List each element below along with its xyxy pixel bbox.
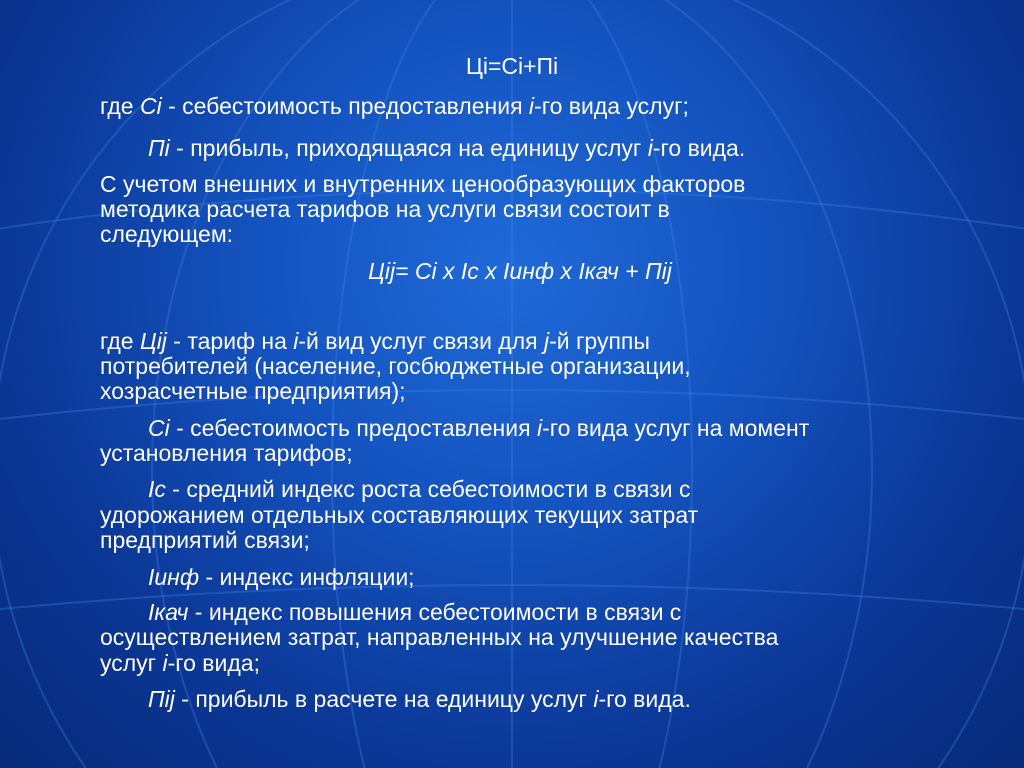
- definition-ic: Ic - средний индекс роста себестоимости в связи с: [148, 476, 691, 502]
- definition-ikach-line-3: услуг i-го вида;: [100, 650, 260, 676]
- definition-ci: Ci - себестоимость предоставления i-го вида услуг на момент: [148, 415, 810, 441]
- definition-ic-line-2: удорожанием отдельных составляющих текущих затрат: [100, 502, 699, 528]
- definition-ci-line-2: установления тарифов;: [100, 440, 353, 466]
- definition-cij-line-2: потребителей (население, госбюджетные организации,: [100, 353, 691, 379]
- formula-tariff-basic: Цi=Ci+Пi: [465, 53, 559, 79]
- definition-iinf: Iинф - индекс инфляции;: [148, 564, 415, 590]
- definition-cij: где Цij - тариф на i-й вид услуг связи для j-й группы: [100, 328, 650, 354]
- definition-pi-short: Пi - прибыль, приходящаяся на единицу услуг i-го вида.: [148, 135, 746, 161]
- paragraph-line-1: С учетом внешних и внутренних ценообразующих факторов: [100, 171, 746, 197]
- definition-pij: Пij - прибыль в расчете на единицу услуг i-го вида.: [148, 686, 691, 712]
- definition-ikach: Iкач - индекс повышения себестоимости в связи с: [148, 599, 682, 625]
- definition-ic-line-3: предприятий связи;: [100, 527, 310, 553]
- definition-cij-line-3: хозрасчетные предприятия);: [100, 378, 406, 404]
- paragraph-line-2: методика расчета тарифов на услуги связи состоит в: [100, 196, 670, 222]
- definition-ci-short: где Ci - себестоимость предоставления i-го вида услуг;: [100, 93, 689, 119]
- formula-tariff-full: Цij= Ci x Ic x Iинф x Iкач + Пij: [368, 258, 672, 284]
- definition-ikach-line-2: осуществлением затрат, направленных на улучшение качества: [100, 624, 779, 650]
- paragraph-line-3: следующем:: [100, 221, 234, 247]
